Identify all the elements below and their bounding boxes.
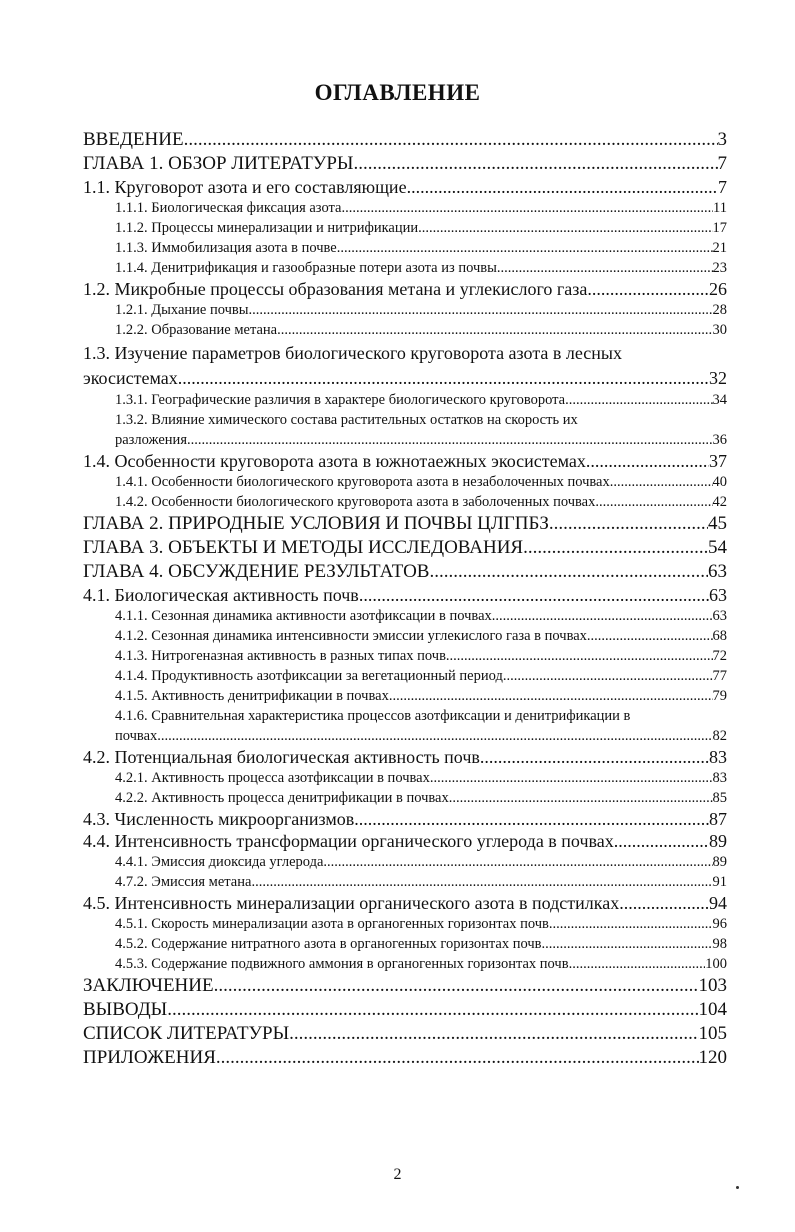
dot-leader	[587, 626, 713, 646]
toc-entry-title: 4.1.1. Сезонная динамика активности азотфиксации в почвах	[115, 608, 492, 624]
toc-entry	[83, 390, 727, 410]
toc-entry-title: 1.2.1. Дыхание почвы	[115, 302, 249, 318]
toc-page-number: 21	[712, 240, 727, 256]
toc-page-number: 30	[712, 322, 727, 338]
dot-leader	[619, 892, 709, 914]
toc-entry	[83, 258, 727, 278]
toc-entry-title: ГЛАВА 4. ОБСУЖДЕНИЕ РЕЗУЛЬТАТОВ	[83, 561, 430, 582]
dot-leader	[359, 584, 709, 606]
dot-leader	[187, 430, 713, 450]
toc-entry-title: 4.4. Интенсивность трансформации органического углерода в почвах	[83, 831, 614, 851]
toc-entry-title: 1.3.2. Влияние химического состава растительных остатков на скорость их	[115, 412, 578, 428]
toc-page-number: 89	[712, 854, 727, 870]
toc-entry	[83, 934, 727, 954]
dot-leader	[167, 998, 698, 1022]
dot-leader	[178, 366, 709, 390]
toc-entry	[83, 998, 727, 1022]
dot-leader	[595, 492, 712, 512]
dot-leader	[523, 536, 708, 560]
toc-entry	[83, 176, 727, 198]
toc-page-number: 23	[712, 260, 727, 276]
toc-entry-title: 1.4. Особенности круговорота азота в южнотаежных экосистемах	[83, 451, 586, 471]
dot-leader	[569, 954, 706, 974]
toc-entry	[83, 646, 727, 666]
toc-entry	[83, 492, 727, 512]
toc-entry-title: 1.4.1. Особенности биологического круговорота азота в незаболоченных почвах	[115, 474, 610, 490]
toc-page-number: 26	[709, 279, 727, 299]
toc-entry	[83, 450, 727, 472]
toc-entry-title: 4.5.2. Содержание нитратного азота в органогенных горизонтах почв	[115, 936, 542, 952]
toc-entry	[83, 128, 727, 152]
toc-page-number: 104	[698, 999, 727, 1020]
dot-leader	[610, 472, 713, 492]
toc-entry-title: 4.5.3. Содержание подвижного аммония в органогенных горизонтах почв	[115, 956, 569, 972]
toc-entry	[83, 300, 727, 320]
toc-entry	[83, 892, 727, 914]
toc-entry	[83, 560, 727, 584]
toc-page-number: 82	[712, 728, 727, 744]
dot-leader	[429, 560, 708, 584]
toc-entry	[83, 584, 727, 606]
dot-leader	[549, 914, 713, 934]
toc-entry-title: 1.1.1. Биологическая фиксация азота	[115, 200, 342, 216]
toc-page-number: 32	[709, 368, 727, 388]
toc-entry	[83, 472, 727, 492]
toc-entry-title: 1.1.4. Денитрификация и газообразные потери азота из почвы	[115, 260, 497, 276]
toc-entry	[83, 536, 727, 560]
toc-page-number: 7	[717, 153, 727, 174]
toc-entry	[83, 830, 727, 852]
dot-leader	[184, 128, 718, 152]
toc-entry-title: 4.5.1. Скорость минерализации азота в органогенных горизонтах почв	[115, 916, 549, 932]
toc-entry	[83, 152, 727, 176]
toc-page-number: 37	[709, 451, 727, 471]
toc-entry-title: 1.4.2. Особенности биологического круговорота азота в заболоченных почвах	[115, 494, 596, 510]
toc-page-number: 36	[712, 432, 727, 448]
toc-entry-title: 1.3. Изучение параметров биологического круговорота азота в лесных	[83, 343, 623, 363]
toc-entry	[83, 320, 727, 340]
toc-entry	[83, 872, 727, 892]
toc-entry-title: 1.3.1. Географические различия в характере биологического круговорота	[115, 392, 566, 408]
toc-entry	[83, 410, 727, 450]
dot-leader	[248, 300, 712, 320]
dot-leader	[341, 198, 713, 218]
toc-entry	[83, 914, 727, 934]
dot-leader	[251, 872, 712, 892]
toc-entry	[83, 974, 727, 998]
toc-entry	[83, 1022, 727, 1046]
toc-page-number: 91	[712, 874, 727, 890]
toc-entry	[83, 808, 727, 830]
toc-entry-title: 1.2. Микробные процессы образования метана и углекислого газа	[83, 279, 588, 299]
toc-page-number: 34	[712, 392, 727, 408]
toc-entry-title: 4.1.2. Сезонная динамика интенсивности эмиссии углекислого газа в почвах	[115, 628, 587, 644]
toc-entry-title: 4.1. Биологическая активность почв	[83, 585, 359, 605]
dot-leader	[586, 450, 709, 472]
dot-leader	[480, 746, 709, 768]
dot-leader	[289, 1022, 698, 1046]
toc-entry-title: 4.2. Потенциальная биологическая активность почв	[83, 747, 480, 767]
toc-page-number: 83	[712, 770, 727, 786]
toc-entry-title: 4.3. Численность микроорганизмов	[83, 809, 355, 829]
dot-leader	[216, 1046, 699, 1070]
toc-entry-title: 1.1.3. Иммобилизация азота в почве	[115, 240, 337, 256]
scan-speck	[736, 1186, 739, 1189]
toc-page-number: 42	[712, 494, 727, 510]
toc-entry-title: ЗАКЛЮЧЕНИЕ	[83, 975, 214, 996]
toc-entry-title: ВЫВОДЫ	[83, 999, 168, 1020]
toc-entry	[83, 666, 727, 686]
toc-page-number: 96	[712, 916, 727, 932]
dot-leader	[449, 788, 713, 808]
toc-page-number: 63	[712, 608, 727, 624]
dot-leader	[587, 278, 709, 300]
toc-entry-title: 1.1. Круговорот азота и его составляющие	[83, 177, 407, 197]
toc-page-number: 94	[709, 893, 727, 913]
table-of-contents	[83, 128, 727, 1070]
toc-entry-title: 4.5. Интенсивность минерализации органического азота в подстилках	[83, 893, 620, 913]
toc-entry-title: ВВЕДЕНИЕ	[83, 129, 184, 150]
dot-leader	[503, 666, 713, 686]
toc-page-number: 77	[712, 668, 727, 684]
toc-page-number: 120	[698, 1047, 727, 1068]
dot-leader	[565, 390, 712, 410]
toc-page-number: 45	[708, 513, 727, 534]
toc-entry-title: 4.1.3. Нитрогеназная активность в разных типах почв	[115, 648, 446, 664]
toc-entry	[83, 706, 727, 746]
dot-leader	[614, 830, 709, 852]
toc-entry-title: 4.2.2. Активность процесса денитрификации в почвах	[115, 790, 449, 806]
toc-entry-title: 4.2.1. Активность процесса азотфиксации в почвах	[115, 770, 430, 786]
toc-entry-title: СПИСОК ЛИТЕРАТУРЫ	[83, 1023, 290, 1044]
toc-entry	[83, 238, 727, 258]
dot-leader	[214, 974, 699, 998]
toc-page-number: 105	[698, 1023, 727, 1044]
toc-page-number: 87	[709, 809, 727, 829]
toc-entry-title: ГЛАВА 3. ОБЪЕКТЫ И МЕТОДЫ ИССЛЕДОВАНИЯ	[83, 537, 524, 558]
dot-leader	[354, 152, 718, 176]
dot-leader	[157, 726, 712, 746]
dot-leader	[354, 808, 709, 830]
page-number: 2	[393, 1166, 402, 1183]
toc-entry-title: 4.1.5. Активность денитрификации в почвах	[115, 688, 389, 704]
toc-entry-title-continuation: почвах	[115, 728, 158, 744]
toc-entry	[83, 340, 727, 390]
toc-entry-title: 4.4.1. Эмиссия диоксида углерода	[115, 854, 324, 870]
toc-page-number: 28	[712, 302, 727, 318]
toc-entry	[83, 1046, 727, 1070]
toc-entry	[83, 278, 727, 300]
toc-entry-title: 4.7.2. Эмиссия метана	[115, 874, 252, 890]
dot-leader	[430, 768, 713, 788]
toc-entry	[83, 626, 727, 646]
toc-entry-title: 1.2.2. Образование метана	[115, 322, 278, 338]
toc-entry	[83, 686, 727, 706]
toc-entry	[83, 606, 727, 626]
dot-leader	[497, 258, 713, 278]
dot-leader	[407, 176, 718, 198]
toc-page-number: 72	[712, 648, 727, 664]
dot-leader	[542, 934, 713, 954]
dot-leader	[389, 686, 713, 706]
toc-page-number: 89	[709, 831, 727, 851]
toc-entry-title: 4.1.4. Продуктивность азотфиксации за вегетационный период	[115, 668, 503, 684]
toc-entry-title: 1.1.2. Процессы минерализации и нитрификации	[115, 220, 419, 236]
toc-entry	[83, 198, 727, 218]
page-title: ОГЛАВЛЕНИЕ	[314, 80, 481, 105]
toc-page-number: 100	[705, 956, 727, 972]
toc-entry	[83, 954, 727, 974]
dot-leader	[492, 606, 713, 626]
toc-page-number: 83	[709, 747, 727, 767]
toc-entry	[83, 218, 727, 238]
toc-page-number: 103	[698, 975, 727, 996]
toc-page-number: 98	[712, 936, 727, 952]
toc-page-number: 68	[712, 628, 727, 644]
toc-entry	[83, 852, 727, 872]
toc-page-number: 63	[709, 585, 727, 605]
toc-page-number: 17	[712, 220, 727, 236]
toc-page-number: 11	[713, 200, 727, 216]
toc-entry-title: ГЛАВА 2. ПРИРОДНЫЕ УСЛОВИЯ И ПОЧВЫ ЦЛГПБЗ	[83, 513, 549, 534]
dot-leader	[549, 512, 708, 536]
toc-page-number: 85	[712, 790, 727, 806]
dot-leader	[337, 238, 713, 258]
dot-leader	[418, 218, 712, 238]
dot-leader	[323, 852, 712, 872]
toc-entry	[83, 746, 727, 768]
dot-leader	[277, 320, 712, 340]
toc-entry	[83, 768, 727, 788]
toc-entry-title-continuation: экосистемах	[83, 368, 178, 388]
toc-entry-title-continuation: разложения	[115, 432, 187, 448]
toc-page-number: 54	[708, 537, 727, 558]
toc-entry-title: ПРИЛОЖЕНИЯ	[83, 1047, 216, 1068]
toc-entry-title: 4.1.6. Сравнительная характеристика процессов азотфиксации и денитрификации в	[115, 708, 631, 724]
toc-entry	[83, 512, 727, 536]
toc-page-number: 63	[708, 561, 727, 582]
toc-page-number: 40	[712, 474, 727, 490]
dot-leader	[446, 646, 713, 666]
toc-entry-title: ГЛАВА 1. ОБЗОР ЛИТЕРАТУРЫ	[83, 153, 354, 174]
toc-page-number: 3	[717, 129, 727, 150]
toc-page-number: 7	[718, 177, 727, 197]
toc-entry	[83, 788, 727, 808]
toc-page-number: 79	[712, 688, 727, 704]
